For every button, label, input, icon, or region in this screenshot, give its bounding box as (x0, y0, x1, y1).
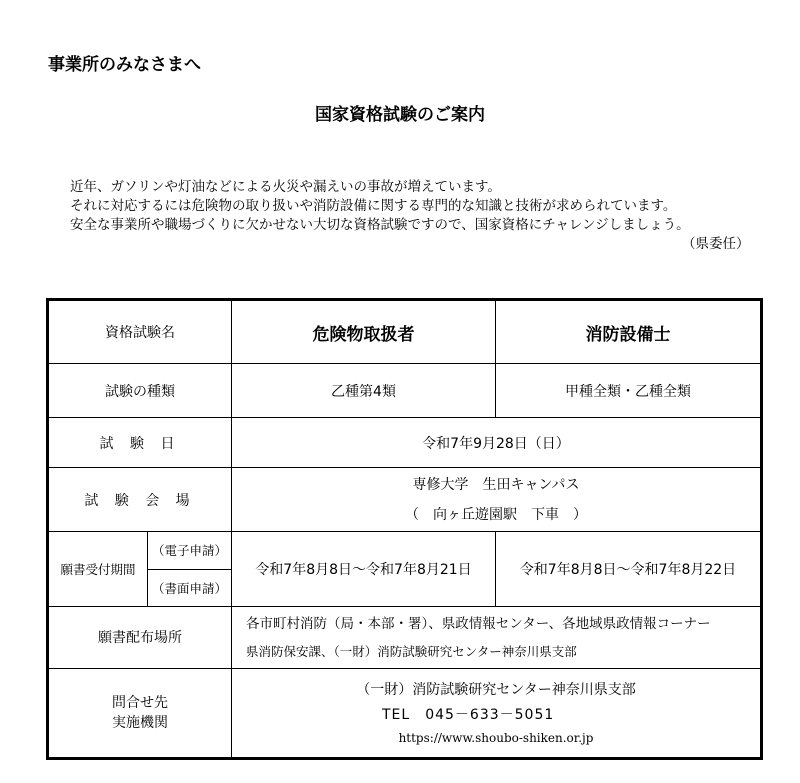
contact-header-line-1: 問合せ先 (112, 694, 168, 711)
distribution-line-2: 県消防保安課、（一財）消防試験研究センター神奈川県支部 (246, 644, 577, 660)
addressee: 事業所のみなさまへ (48, 55, 201, 75)
contact-telephone: TEL 045－633－5051 (382, 706, 555, 723)
exam-type-header: 試験の種類 (48, 364, 232, 418)
venue-header: 試 験 会 場 (48, 468, 232, 532)
row-contact (48, 668, 762, 758)
intro-line-3: 安全な事業所や職場づくりに欠かせない大切な資格試験ですので、国家資格にチャレンジしましょう。 (70, 217, 690, 233)
distribution-cell (232, 606, 762, 668)
exam-name-hazardous: 危険物取扱者 (232, 300, 496, 364)
exam-date-header: 試 験 日 (48, 418, 232, 468)
row-exam-type (48, 364, 762, 418)
exam-type-hazardous: 乙種第4類 (232, 364, 496, 418)
distribution-line-1: 各市町村消防（局・本部・署）、県政情報センター、各地域県政情報コーナー (246, 616, 711, 633)
row-venue (48, 468, 762, 532)
row-distribution (48, 606, 762, 668)
distribution-header: 願書配布場所 (48, 606, 232, 668)
application-period-header: 願書受付期間 (48, 532, 148, 606)
contact-cell (232, 668, 762, 758)
row-exam-date (48, 418, 762, 468)
row-application-electronic (48, 532, 762, 569)
venue-station: （ 向ヶ丘遊園駅 下車 ） (405, 506, 587, 523)
intro-paragraph (70, 178, 760, 252)
intro-signature: （県委任） (682, 236, 750, 252)
application-period-hazardous: 令和7年8月8日～令和7年8月21日 (232, 532, 496, 606)
row-exam-name (48, 300, 762, 364)
paper-application-label: （書面申請） (148, 569, 232, 606)
contact-organization: （一財）消防試験研究センター神奈川県支部 (356, 681, 636, 698)
document-title: 国家資格試験のご案内 (315, 105, 485, 125)
application-period-fire-equipment: 令和7年8月8日～令和7年8月22日 (496, 532, 762, 606)
venue-name: 専修大学 生田キャンパス (412, 476, 580, 493)
electronic-application-label: （電子申請） (148, 532, 232, 569)
exam-type-fire-equipment: 甲種全類・乙種全類 (496, 364, 762, 418)
exam-name-header: 資格試験名 (48, 300, 232, 364)
contact-header (48, 668, 232, 758)
exam-name-fire-equipment: 消防設備士 (496, 300, 762, 364)
contact-url[interactable]: https://www.shoubo-shiken.or.jp (398, 730, 594, 745)
intro-line-2: それに対応するには危険物の取り扱いや消防設備に関する専門的な知識と技術が求められています。 (70, 198, 677, 214)
contact-header-line-2: 実施機関 (112, 714, 168, 731)
exam-date-value: 令和7年9月28日（日） (232, 418, 762, 468)
exam-info-table (46, 298, 763, 760)
intro-line-1: 近年、ガソリンや灯油などによる火災や漏えいの事故が増えています。 (70, 179, 501, 195)
venue-cell (232, 468, 762, 532)
